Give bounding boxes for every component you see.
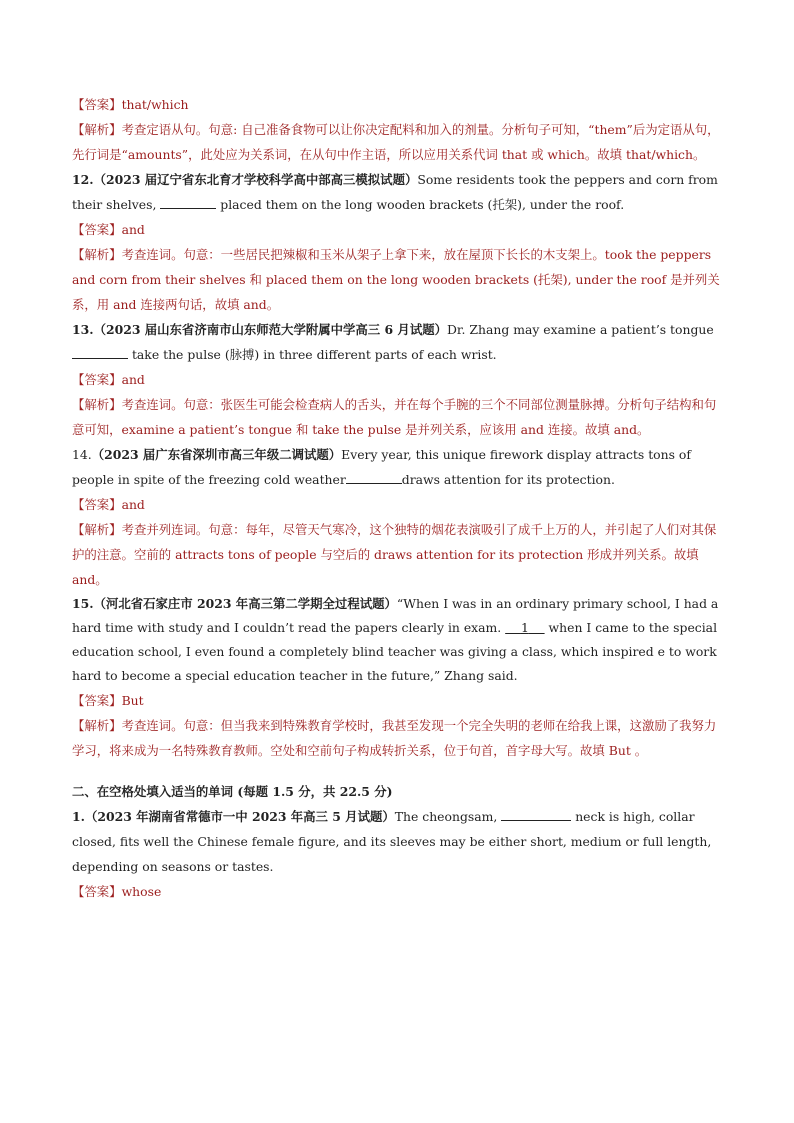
- fill-blank: [501, 808, 571, 821]
- blank-number: 1: [520, 620, 529, 635]
- fill-blank: [72, 346, 128, 359]
- question-text-after: draws attention for its protection.: [401, 472, 615, 487]
- document-body: [72, 92, 724, 904]
- question-source: （河北省石家庄市 2023 年高三第二学期全过程试题）: [93, 596, 397, 611]
- question-source: （2023 年湖南省常德市一中 2023 年高三 5 月试题）: [84, 809, 395, 824]
- analysis-text: 考查连词。句意：一些居民把辣椒和玉米从架子上拿下来，放在屋顶下长长的木支架上。took the peppers and corn from their shelves 和 placed them on the long wooden brackets (托架), under the roof 是并列关系，用 and 连接两句话，故填 and。: [72, 247, 720, 312]
- question-text-after: neck is high, collar closed, fits well the Chinese female figure, and its sleeves may be either short, medium or full length, depending on seasons or tastes.: [72, 809, 712, 874]
- answer-label: 【答案】: [72, 372, 122, 387]
- answer-line: [72, 688, 724, 713]
- answer-label: 【答案】: [72, 497, 122, 512]
- analysis-line: [72, 713, 724, 763]
- question-13: [72, 317, 724, 367]
- answer-value: whose: [121, 884, 162, 899]
- analysis-label: 【解析】: [72, 247, 122, 262]
- question-number: 1.: [72, 809, 85, 824]
- analysis-text: 考查连词。句意：但当我来到特殊教育学校时，我甚至发现一个完全失明的老师在给我上课，这激励了我努力学习，将来成为一名特殊教育教师。空处和空前句子构成转折关系，位于句首，首字母大写。故填 But 。: [72, 718, 717, 758]
- question-text-before: Some residents took the peppers and corn from their shelves,: [72, 172, 718, 212]
- answer-line: [72, 217, 724, 242]
- analysis-label: 【解析】: [72, 718, 122, 733]
- numbered-blank: [505, 620, 544, 635]
- analysis-text: 考查连词。句意：张医生可能会检查病人的舌头，并在每个手腕的三个不同部位测量脉搏。分析句子结构和句意可知，examine a patient’s tongue 和 take the pulse 是并列关系，应该用 and 连接。故填 and。: [72, 397, 717, 437]
- question-text-before: The cheongsam,: [394, 809, 502, 824]
- question-text-after: placed them on the long wooden brackets (托架), under the roof.: [216, 197, 625, 212]
- fill-blank: [346, 471, 402, 484]
- question-number: 15.: [72, 596, 94, 611]
- question-source: （2023 届辽宁省东北育才学校科学高中部高三模拟试题）: [93, 172, 418, 187]
- analysis-label: 【解析】: [72, 122, 122, 137]
- answer-label: 【答案】: [72, 693, 122, 708]
- answer-value: that/which: [121, 97, 189, 112]
- question-12: [72, 167, 724, 217]
- answer-value: and: [121, 372, 145, 387]
- answer-line: [72, 879, 724, 904]
- answer-line: [72, 92, 724, 117]
- analysis-line: [72, 517, 724, 592]
- analysis-text: 考查并列连词。句意：每年，尽管天气寒冷，这个独特的烟花表演吸引了成千上万的人，并引起了人们对其保护的注意。空前的 attracts tons of people 与空后的 draws attention for its protection 形成并列关系。故填 and。: [72, 522, 717, 587]
- answer-line: [72, 367, 724, 392]
- question-source: （2023 届广东省深圳市高三年级二调试题）: [91, 447, 342, 462]
- fill-blank: [160, 196, 216, 209]
- question-s2-1: [72, 804, 724, 879]
- question-text-after: take the pulse (脉搏) in three different parts of each wrist.: [128, 347, 497, 362]
- analysis-text: 考查定语从句。句意: 自己准备食物可以让你决定配料和加入的剂量。分析句子可知，“them”后为定语从句，先行词是“amounts”，此处应为关系词，在从句中作主语，所以应用关系代词 that 或 which。故填 that/which。: [72, 122, 720, 162]
- answer-value: and: [121, 497, 145, 512]
- question-source: （2023 届山东省济南市山东师范大学附属中学高三 6 月试题）: [93, 322, 447, 337]
- question-text-before: “When I was in an ordinary primary school, I had a hard time with study and I couldn’t read the papers clearly in exam.: [72, 596, 719, 635]
- answer-value: But: [121, 693, 144, 708]
- answer-value: and: [121, 222, 145, 237]
- question-number: 13.: [72, 322, 94, 337]
- question-number: 12.: [72, 172, 94, 187]
- analysis-label: 【解析】: [72, 397, 122, 412]
- answer-label: 【答案】: [72, 884, 122, 899]
- question-14: [72, 442, 724, 492]
- section-heading: 二、在空格处填入适当的单词 (每题 1.5 分，共 22.5 分): [72, 784, 393, 799]
- answer-label: 【答案】: [72, 97, 122, 112]
- question-text-after: when I came to the special education school, I even found a completely blind teacher was giving a class, which inspired e to work hard to become a special education teacher in the future,” Zhang said.: [72, 620, 718, 683]
- answer-label: 【答案】: [72, 222, 122, 237]
- analysis-line: [72, 392, 724, 442]
- analysis-label: 【解析】: [72, 522, 122, 537]
- question-text-before: Dr. Zhang may examine a patient’s tongue: [447, 322, 714, 337]
- answer-line: [72, 492, 724, 517]
- question-number: 14.: [72, 447, 92, 462]
- analysis-line: [72, 242, 724, 317]
- question-15: [72, 592, 724, 688]
- question-text-before: Every year, this unique firework display attracts tons of people in spite of the freezing cold weather: [72, 447, 691, 487]
- analysis-line: [72, 117, 724, 167]
